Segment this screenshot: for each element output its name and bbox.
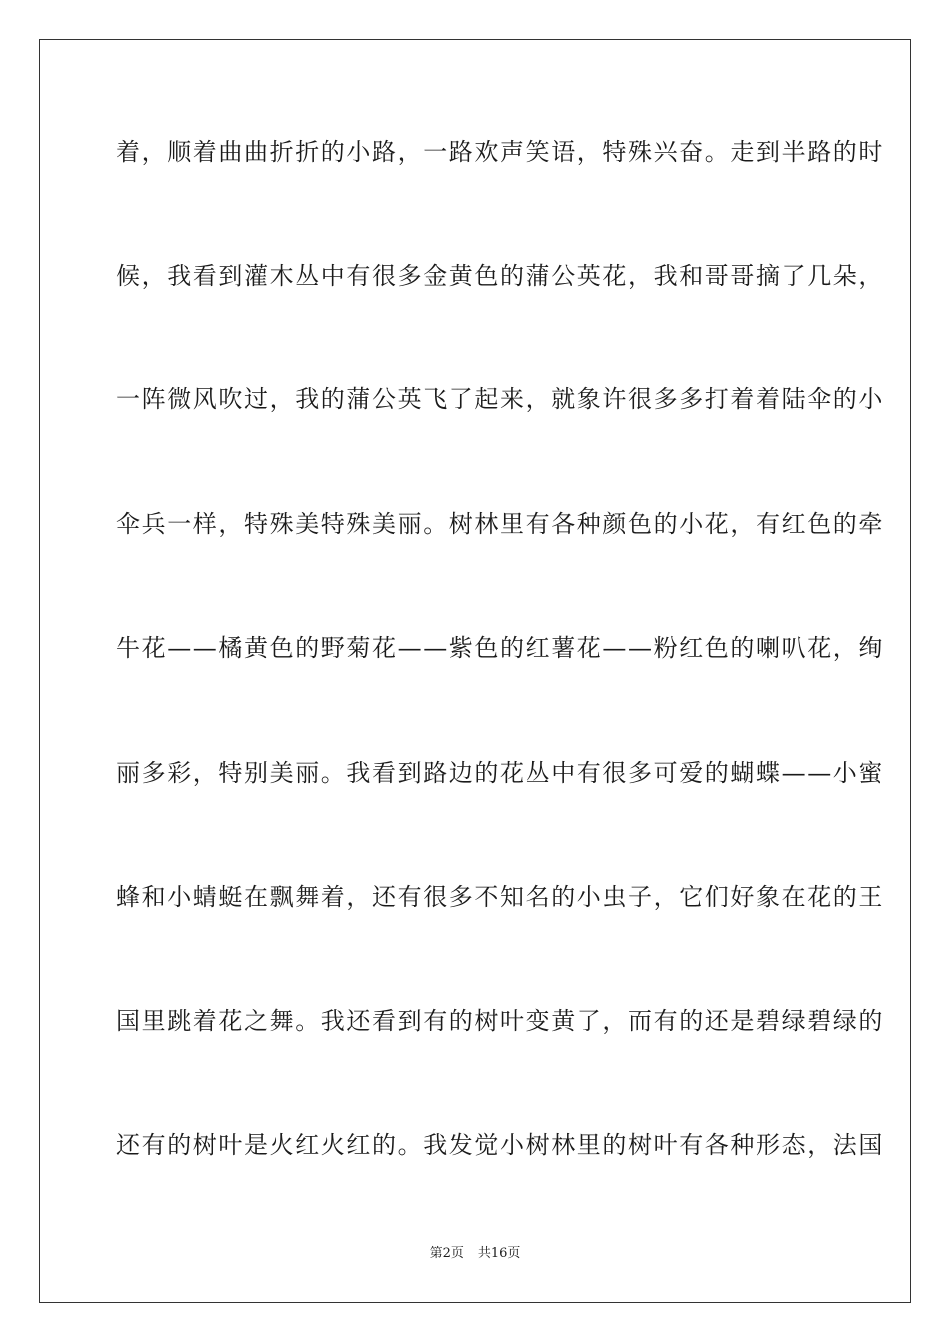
body-line-7: 蜂和小蜻蜓在飘舞着，还有很多不知名的小虫子，它们好象在花的王: [116, 883, 884, 911]
body-line-8: 国里跳着花之舞。我还看到有的树叶变黄了，而有的还是碧绿碧绿的: [116, 1007, 884, 1035]
body-line-2: 候，我看到灌木丛中有很多金黄色的蒲公英花，我和哥哥摘了几朵，: [116, 262, 884, 290]
body-line-6: 丽多彩，特别美丽。我看到路边的花丛中有很多可爱的蝴蝶——小蜜: [116, 759, 884, 787]
body-line-5: 牛花——橘黄色的野菊花——紫色的红薯花——粉红色的喇叭花，绚: [116, 634, 884, 662]
body-line-4: 伞兵一样，特殊美特殊美丽。树林里有各种颜色的小花，有红色的牵: [116, 510, 884, 538]
total-page-count: 共16页: [477, 1246, 521, 1261]
body-line-3: 一阵微风吹过，我的蒲公英飞了起来，就象许很多多打着着陆伞的小: [116, 385, 884, 413]
page-footer: [0, 1245, 950, 1263]
page-border: [39, 39, 911, 1303]
body-line-9: 还有的树叶是火红火红的。我发觉小树林里的树叶有各种形态，法国: [116, 1131, 884, 1159]
current-page-number: 第2页: [429, 1246, 464, 1261]
body-line-1: 着，顺着曲曲折折的小路，一路欢声笑语，特殊兴奋。走到半路的时: [116, 138, 884, 166]
